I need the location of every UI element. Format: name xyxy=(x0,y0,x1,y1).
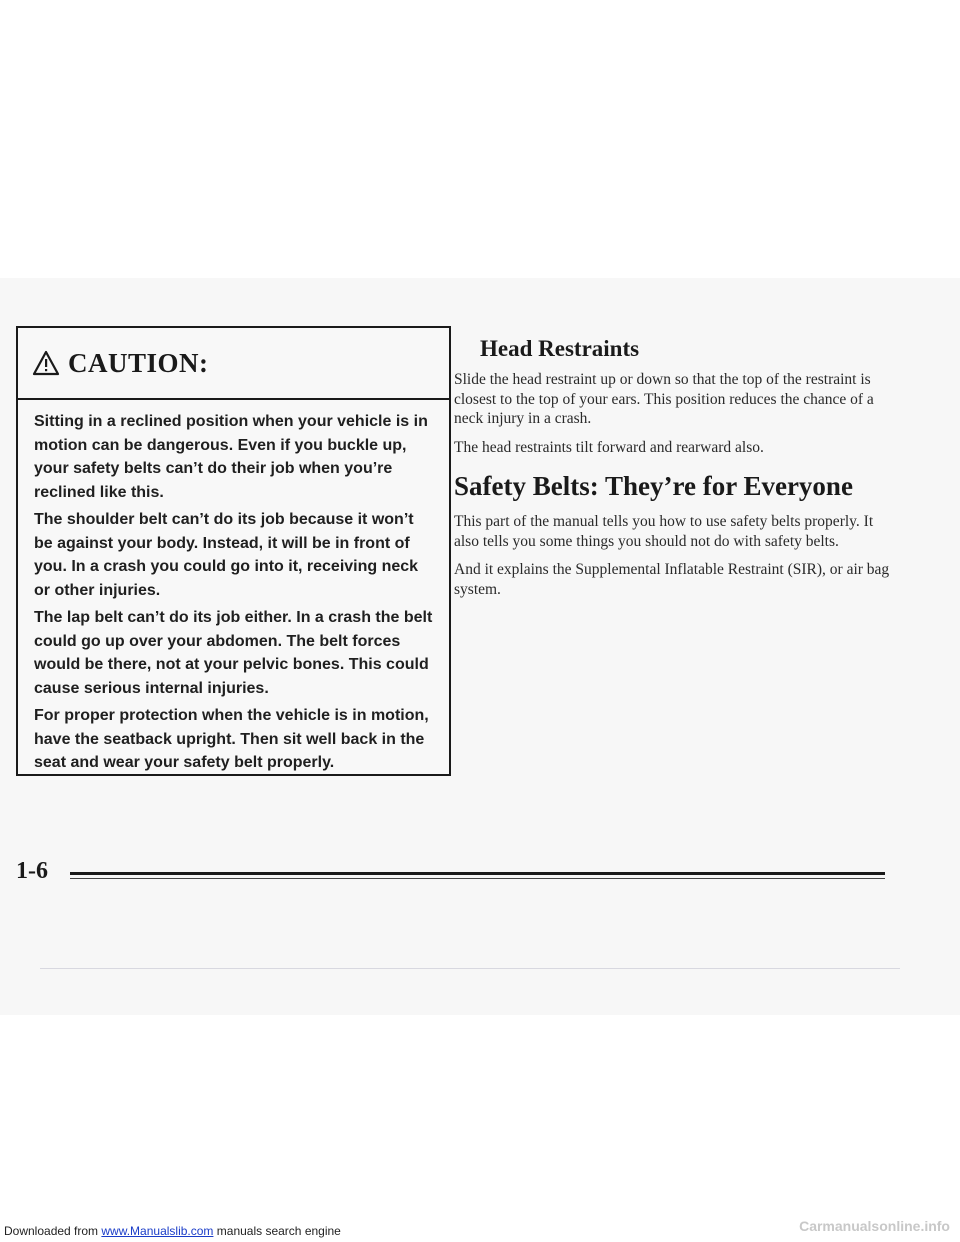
download-watermark xyxy=(4,1224,341,1238)
warning-triangle-icon xyxy=(32,350,60,376)
head-restraints-heading: Head Restraints xyxy=(480,336,640,361)
caution-box xyxy=(16,326,451,776)
caution-paragraph: For proper protection when the vehicle is in motion, have the seatback upright. Then sit well back in the seat and wear your safety belt properly. xyxy=(34,707,429,771)
safety-belts-paragraph: This part of the manual tells you how to use safety belts properly. It also tells you some things you should not do with safety belts. xyxy=(454,513,874,550)
page-number: 1-6 xyxy=(16,858,48,884)
head-restraints-paragraph: The head restraints tilt forward and rearward also. xyxy=(454,438,764,456)
caution-paragraph: The lap belt can’t do its job either. In a crash the belt could go up over your abdomen. The belt forces would be there, not at your pelvic bones. This could cause serious internal injuries. xyxy=(34,609,433,697)
watermark-suffix: manuals search engine xyxy=(213,1224,341,1238)
top-margin xyxy=(0,0,960,278)
caution-title: CAUTION: xyxy=(68,347,209,378)
footer-rule xyxy=(70,872,885,875)
safety-belts-paragraph: And it explains the Supplemental Inflatable Restraint (SIR), or air bag system. xyxy=(454,561,890,598)
caution-paragraph: Sitting in a reclined position when your vehicle is in motion can be dangerous. Even if you buckle up, your safety belts can’t do their job when you’re reclined like this. xyxy=(34,413,428,501)
watermark-prefix: Downloaded from xyxy=(4,1224,102,1238)
bottom-margin xyxy=(0,1015,960,1242)
head-restraints-paragraph: Slide the head restraint up or down so that the top of the restraint is closest to the top of your ears. This position reduces the chance of a neck injury in a crash. xyxy=(454,371,874,427)
caution-body xyxy=(18,400,449,775)
manualslib-link[interactable]: www.Manualslib.com xyxy=(101,1224,214,1238)
footer-rule-thin xyxy=(70,878,885,879)
caution-header xyxy=(18,328,449,400)
safety-belts-heading: Safety Belts: They’re for Everyone xyxy=(454,471,853,501)
scan-artifact-line xyxy=(40,968,900,969)
caution-paragraph: The shoulder belt can’t do its job because it won’t be against your body. Instead, it will be in front of you. In a crash you could go into it, receiving neck or other injuries. xyxy=(34,511,419,599)
right-column xyxy=(454,336,894,608)
site-watermark: Carmanualsonline.info xyxy=(799,1218,950,1234)
